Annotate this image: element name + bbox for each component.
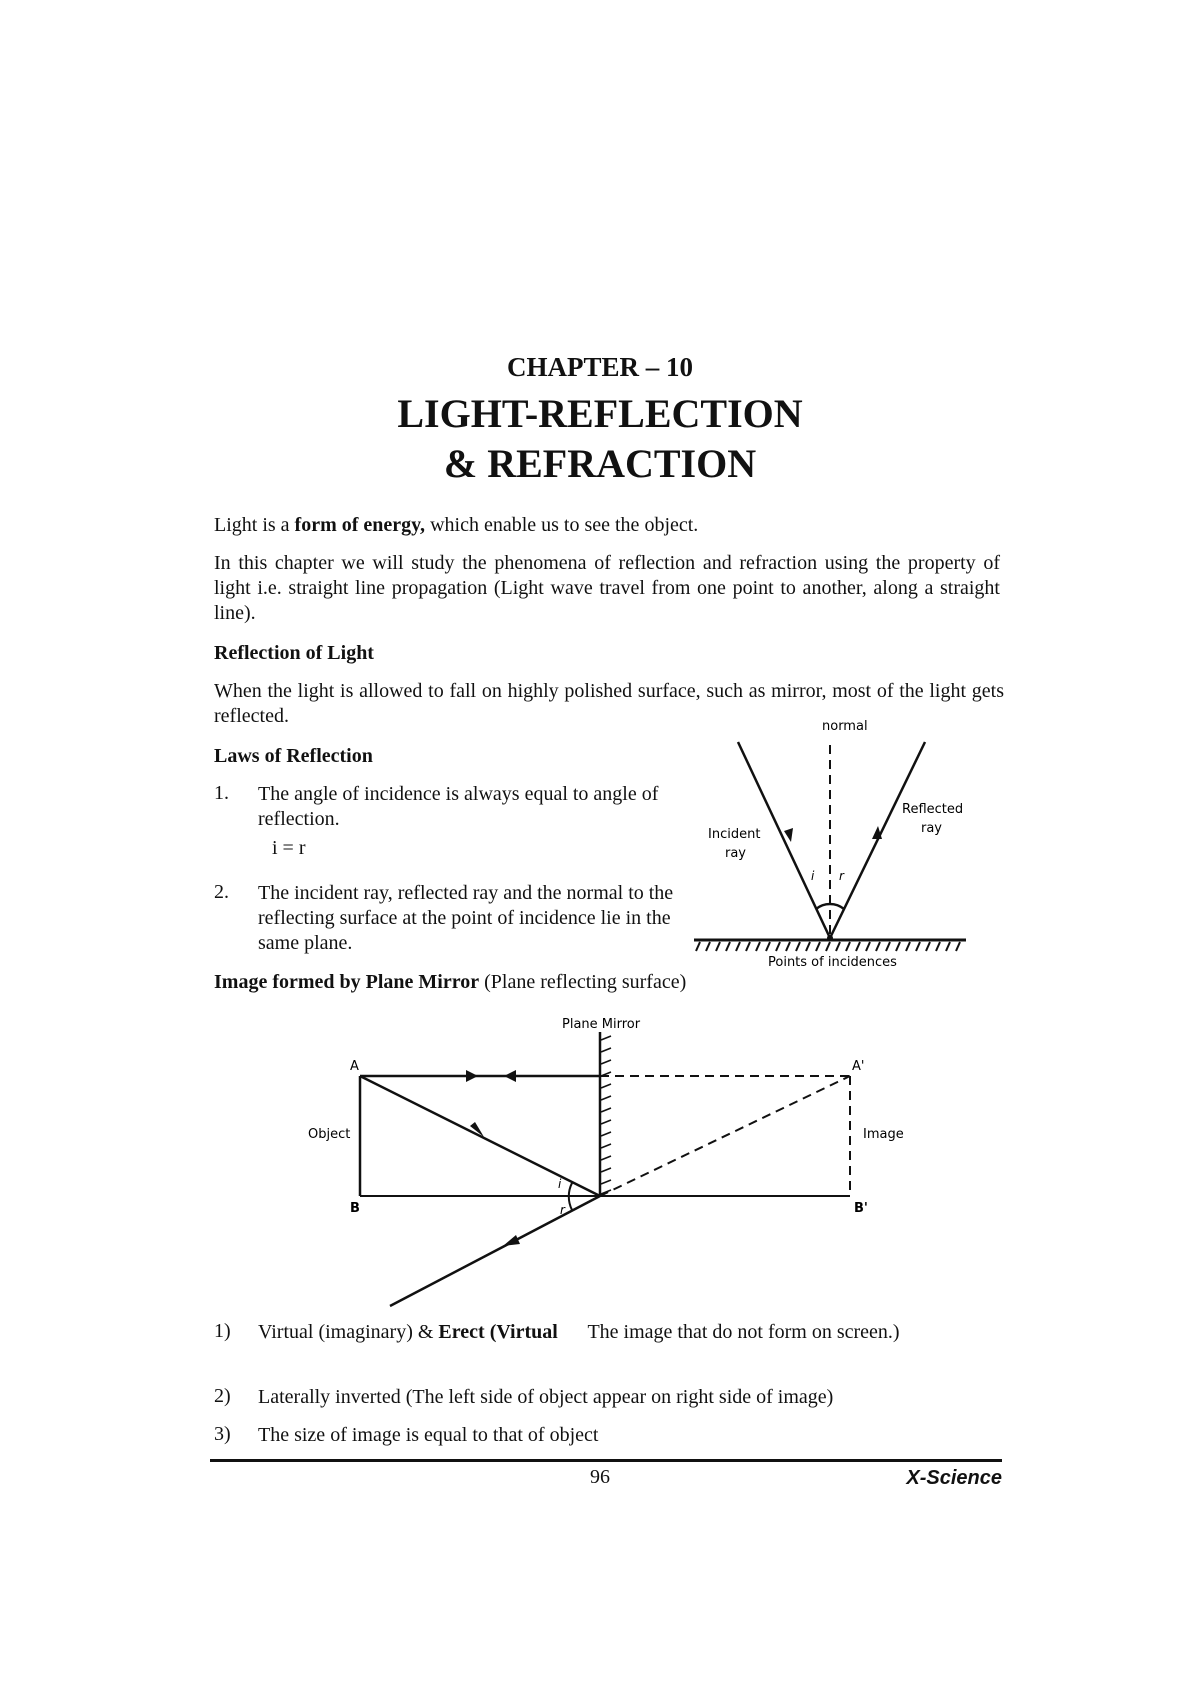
incident-arrow-icon [784,828,793,842]
plane-mirror-heading [214,970,1000,995]
angle-i-label: i [811,869,815,883]
property-1-bold: Erect (Virtual [438,1321,558,1343]
laws-heading: Laws of Reflection [214,745,373,767]
reflected-ray-arrow-icon [503,1235,520,1246]
point-of-incidence [827,935,833,941]
surface-hatching [696,942,960,951]
reflected-ray [390,1196,600,1306]
reflection-diagram [680,700,980,980]
plane-mirror-heading-bold: Image formed by Plane Mirror [214,971,480,993]
point-a-label: A [350,1059,359,1074]
intro-paragraph-2: In this chapter we will study the phenomena of reflection and refraction using the property of light i.e. straight line propagation (Light wave travel from one point to another, along a straight line). [214,552,1000,624]
chapter-title-line2: & REFRACTION [443,441,757,486]
plane-mirror-heading-rest: (Plane reflecting surface) [479,971,687,993]
point-b-label: B [350,1201,360,1216]
reflection-heading: Reflection of Light [214,642,374,664]
property-1-pre: Virtual (imaginary) & [258,1321,439,1343]
page-number: 96 [590,1466,610,1488]
intro-paragraph-1 [214,513,1000,538]
law-1-formula: i = r [272,837,306,859]
law-2-number: 2. [214,881,229,903]
law-1-number: 1. [214,782,229,804]
property-3-text: The size of image is equal to that of object [258,1424,599,1446]
mirror-angle-r-label: r [560,1203,565,1217]
virtual-ray-oblique [600,1076,850,1196]
reflected-ray-label-2: ray [921,821,943,836]
image-label: Image [863,1127,904,1142]
law-2-text: The incident ray, reflected ray and the normal to the reflecting surface at the point of incidence lie in the same plane. [258,882,674,954]
chapter-number: CHAPTER – 10 [506,352,693,382]
incident-ray-label: Incident [708,827,761,842]
intro-p1-after: which enable us to see the object. [425,514,699,536]
property-3-number: 3) [214,1423,231,1445]
mirror-angle-i-label: i [558,1177,562,1191]
normal-label: normal [822,719,868,734]
footer-brand: X-Science [906,1467,1002,1489]
point-b-prime-label: B' [854,1201,868,1216]
mirror-hatching [601,1036,611,1194]
ray-right-arrow-icon [466,1070,478,1082]
reflection-text: When the light is allowed to fall on highly polished surface, such as mirror, most of the light gets reflected. [214,680,1004,727]
incident-ray-label-2: ray [725,846,747,861]
chapter-title-line1: LIGHT-REFLECTION [397,391,803,436]
angle-r-label: r [839,869,844,883]
point-a-prime-label: A' [852,1059,865,1074]
property-1-number: 1) [214,1320,231,1342]
mirror-label: Plane Mirror [562,1017,641,1032]
intro-p1-bold: form of energy, [294,514,426,536]
footer-rule [210,1459,1002,1462]
law-1-text: The angle of incidence is always equal to angle of reflection. [258,783,659,830]
property-2-text: Laterally inverted (The left side of object appear on right side of image) [258,1386,834,1408]
reflected-ray-label: Reflected [902,802,964,817]
oblique-incident-ray [360,1076,600,1196]
property-1-post: The image that do not form on screen.) [557,1321,900,1343]
point-label: Points of incidences [768,955,897,970]
plane-mirror-diagram [280,1000,920,1310]
intro-p1-before: Light is a [214,514,295,536]
property-1-text [258,1320,1000,1345]
angle-arc [816,904,844,909]
object-label: Object [308,1127,351,1142]
property-2-number: 2) [214,1385,231,1407]
ray-left-arrow-icon [504,1070,516,1082]
